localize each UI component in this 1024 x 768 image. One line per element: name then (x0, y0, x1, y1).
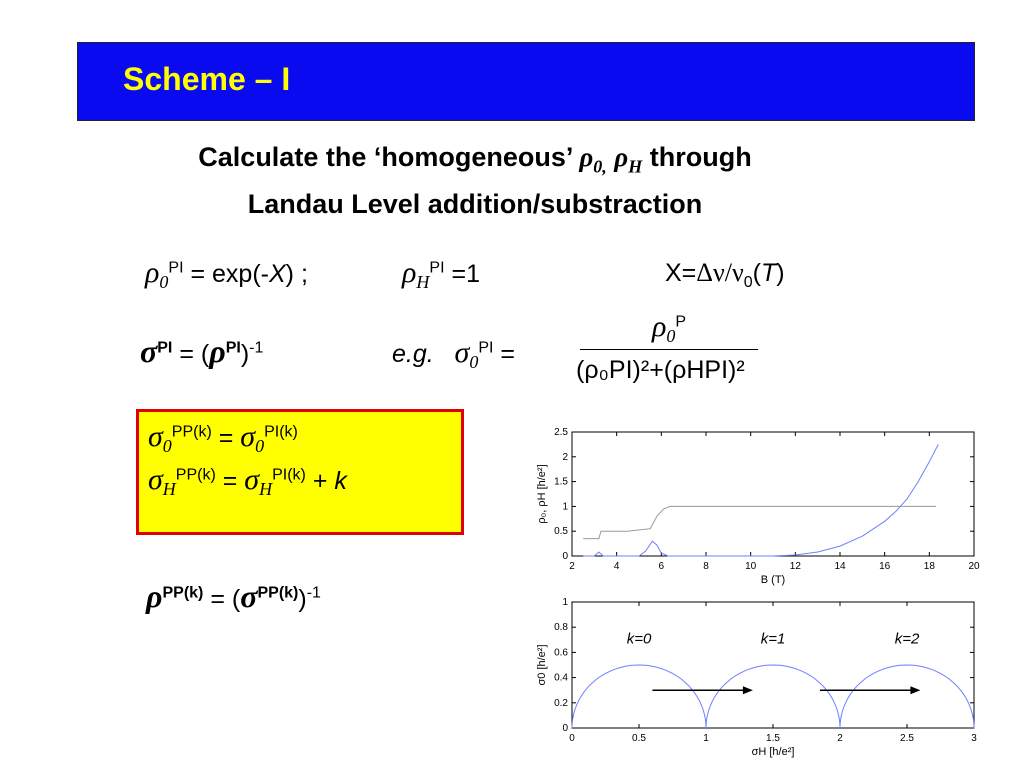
rho-vs-B-chart (526, 420, 996, 596)
sigma-sub: H (259, 479, 273, 499)
sigma-symbol: σ (140, 333, 158, 369)
x-axis-label: B (T) (760, 574, 786, 586)
rho-symbol: ρ (652, 310, 667, 343)
rho-sub: 0 (666, 326, 676, 346)
y-tick-label: 0.2 (554, 697, 568, 709)
exponent: -1 (306, 584, 321, 602)
sigma-symbol: σ (148, 463, 163, 496)
eg-equation (392, 336, 515, 370)
sigma-symbol: σ (244, 463, 260, 496)
y-axis-label: σ0 [h/e²] (536, 644, 548, 686)
nu-sub: 0 (743, 274, 753, 291)
delta-nu: Δν/ν (696, 258, 744, 287)
sigma-sub: H (162, 479, 176, 499)
sigma-sub: 0 (469, 352, 479, 372)
paren-close: ) (776, 259, 785, 287)
heading-line1-pre: Calculate the ‘homogeneous’ (198, 142, 580, 172)
k-annotation: k=1 (760, 630, 786, 648)
sigma-sup: PI (478, 339, 494, 357)
sigma-sup: PI(k) (264, 423, 298, 441)
k-var: k (334, 467, 347, 495)
x-tick-label: 10 (745, 561, 757, 572)
rho-sup: P (675, 313, 687, 331)
x-tick-label: 0.5 (632, 733, 646, 744)
heading-subH: H (628, 156, 643, 177)
eg-label: e.g. (392, 340, 434, 368)
x-tick-label: 1.5 (766, 733, 780, 744)
fraction-bar (580, 349, 758, 350)
rho-sup: PI (168, 259, 184, 277)
x-tick-label: 1 (703, 733, 709, 744)
sigma-sub: 0 (162, 436, 172, 456)
close: ) (298, 585, 307, 613)
x-tick-label: 4 (613, 561, 620, 572)
x-lhs: X= (665, 259, 697, 287)
sigma-symbol: σ (148, 420, 163, 453)
rhoH-pi-equation (402, 256, 480, 290)
equals: = (211, 424, 241, 452)
x-tick-label: 0 (569, 733, 575, 744)
exponent: -1 (249, 339, 264, 357)
semicircle-0 (572, 665, 706, 728)
y-axis-label: ρ₀, ρH [h/e²] (536, 464, 548, 524)
semicircle-2 (840, 665, 974, 728)
sigma-sup: PP(k) (175, 466, 216, 484)
sigma-symbol: σ (454, 336, 470, 369)
heading-rhoH: ρ (614, 142, 629, 172)
sigma-symbol: σ (240, 420, 256, 453)
sigma-sup: PI(k) (272, 466, 306, 484)
k-annotation: k=2 (894, 630, 920, 648)
sigma-sup: PP(k) (257, 584, 299, 602)
heading-sub0: 0, (593, 156, 607, 177)
rho-sub: H (416, 272, 430, 292)
slide-heading (120, 138, 830, 223)
sigma-sup: PI (157, 339, 173, 357)
y-tick-label: 1.5 (554, 476, 568, 488)
arrow-head (910, 686, 920, 694)
sigma-sup: PP(k) (171, 423, 212, 441)
y-tick-label: 0.6 (554, 647, 568, 659)
y-tick-label: 0 (562, 551, 568, 562)
x-tick-label: 2 (569, 561, 575, 572)
rhs-pre: = exp(- (183, 260, 269, 288)
rho-symbol: ρ (402, 256, 417, 289)
fraction-denominator (576, 356, 745, 385)
x-tick-label: 20 (968, 561, 980, 572)
rho-symbol: ρ (209, 333, 226, 369)
x-tick-label: 8 (703, 561, 709, 572)
close: ) (240, 340, 250, 368)
rhs: =1 (444, 260, 480, 288)
arrow-head (743, 686, 753, 694)
x-tick-label: 3 (971, 733, 977, 744)
plot-frame (572, 432, 974, 556)
x-axis-label: σH [h/e²] (751, 746, 795, 758)
box-line-2 (148, 463, 347, 497)
mid: = ( (172, 340, 210, 368)
x-tick-label: 6 (658, 561, 665, 572)
rho-symbol: ρ (146, 578, 163, 614)
equals: = (215, 467, 245, 495)
series-line-1 (583, 444, 938, 556)
y-tick-label: 2.5 (554, 427, 568, 438)
slide-title: Scheme – I (123, 61, 291, 97)
semicircle-1 (706, 665, 840, 728)
t-var: T (760, 259, 777, 287)
heading-rho0: ρ (579, 142, 594, 172)
mid: = ( (203, 585, 241, 613)
rho-sup: PP(k) (162, 584, 204, 602)
x-definition (665, 258, 785, 292)
rho-sub: 0 (159, 272, 169, 292)
x-tick-label: 16 (879, 561, 891, 572)
rho-symbol: ρ (145, 256, 160, 289)
paren-open: ( (752, 259, 761, 287)
rho0-pi-equation (145, 256, 308, 290)
box-line-1 (148, 420, 298, 454)
rhs-post: ) ; (285, 260, 308, 288)
y-tick-label: 0.5 (554, 526, 568, 538)
x-tick-label: 18 (923, 561, 935, 572)
sigma-pi-equation (140, 333, 263, 370)
k-annotation: k=0 (626, 630, 652, 648)
y-tick-label: 0 (562, 723, 568, 734)
y-tick-label: 1 (562, 597, 568, 608)
rho-pp-equation (146, 578, 321, 615)
heading-line1-post: through (642, 142, 752, 172)
sigma-symbol: σ (240, 578, 258, 614)
equals: = (493, 340, 516, 368)
y-tick-label: 2 (562, 451, 568, 463)
rhs-var: X (268, 260, 286, 288)
denominator: (ρ₀PI)²+(ρHPI)² (576, 356, 745, 384)
y-tick-label: 1 (562, 501, 568, 513)
sigma-sub: 0 (255, 436, 265, 456)
fraction-numerator (652, 310, 686, 344)
y-tick-label: 0.4 (554, 672, 568, 684)
rho-sup: PI (429, 259, 445, 277)
sigma0-vs-sigmaH-chart (526, 594, 996, 768)
x-tick-label: 12 (789, 561, 801, 572)
y-tick-label: 0.8 (554, 622, 568, 634)
x-tick-label: 14 (834, 561, 846, 572)
x-tick-label: 2.5 (900, 733, 914, 744)
title-bar (77, 42, 975, 121)
plus: + (305, 467, 335, 495)
heading-line2: Landau Level addition/substraction (247, 189, 703, 220)
rho-sup: PI (225, 339, 241, 357)
x-tick-label: 2 (837, 733, 843, 744)
